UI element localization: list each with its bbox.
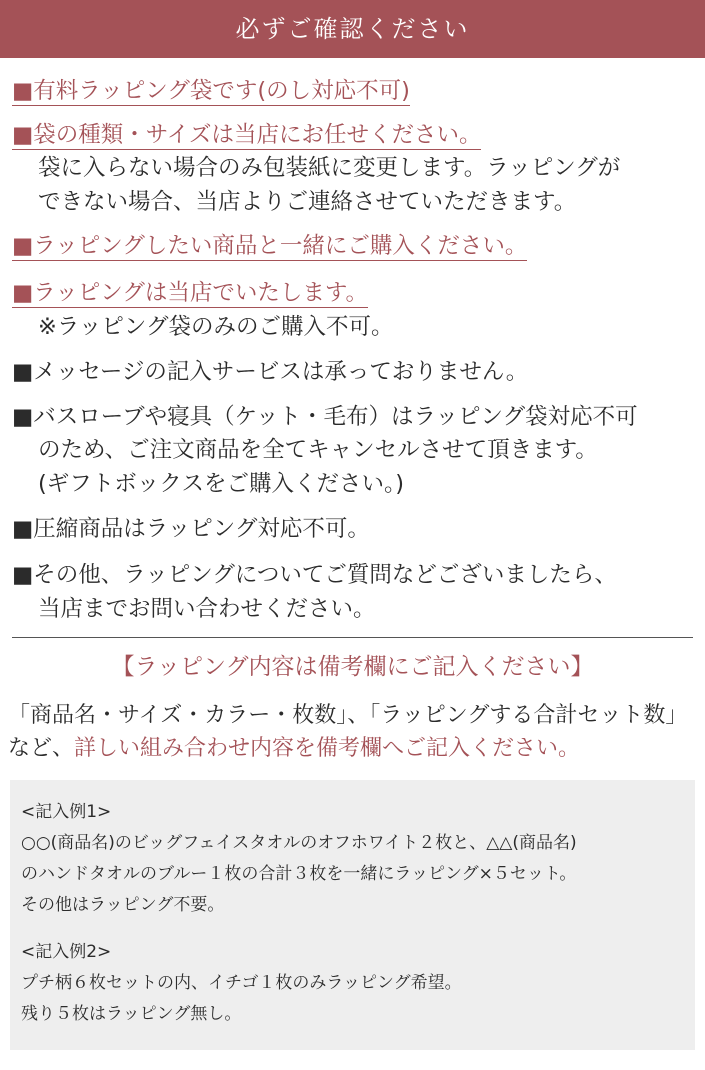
note-bathrobe-line3: (ギフトボックスをご購入ください。) xyxy=(38,471,405,497)
note-other-line2: 当店までお問い合わせください。 xyxy=(38,596,376,622)
example-box xyxy=(10,780,695,1050)
example2-line1: プチ柄６枚セットの内、イチゴ１枚のみラッピング希望。 xyxy=(21,973,462,993)
note-paid-wrapping xyxy=(12,76,410,106)
note-paid-wrapping-text: ■有料ラッピング袋です(のし対応不可) xyxy=(12,78,410,104)
header-banner xyxy=(0,0,705,58)
note-other-line1: ■その他、ラッピングについてご質問などございましたら、 xyxy=(12,562,617,588)
note-compressed: ■圧縮商品はラッピング対応不可。 xyxy=(12,516,370,542)
remarks-line2 xyxy=(8,734,580,764)
header-title: 必ずご確認ください xyxy=(235,15,470,43)
note-bag-type-text: ■袋の種類・サイズは当店にお任せください。 xyxy=(12,122,482,148)
remarks-title: 【ラッピング内容は備考欄にご記入ください】 xyxy=(111,654,594,680)
example2-line2: 残り５枚はラッピング無し。 xyxy=(21,1004,242,1024)
note-shop-wraps-sub: ※ラッピング袋のみのご購入不可。 xyxy=(38,314,394,340)
example2-label: <記入例2> xyxy=(21,942,112,962)
note-bag-type-sub2: できない場合、当店よりご連絡させていただきます。 xyxy=(38,189,577,215)
example1-line1: ○○(商品名)のビッグフェイスタオルのオフホワイト２枚と、△△(商品名) xyxy=(21,833,577,853)
remarks-line1: 「商品名・サイズ・カラー・枚数」、「ラッピングする合計セット数」 xyxy=(8,703,688,728)
example1-label: <記入例1> xyxy=(21,802,112,822)
note-shop-wraps xyxy=(12,278,368,308)
note-buy-together-text: ■ラッピングしたい商品と一緒にご購入ください。 xyxy=(12,233,528,259)
remarks-line2-emphasis: 詳しい組み合わせ内容を備考欄へご記入ください。 xyxy=(74,736,581,761)
note-buy-together xyxy=(12,231,527,261)
note-bathrobe-line2: のため、ご注文商品を全てキャンセルさせて頂きます。 xyxy=(38,437,598,463)
note-bag-type xyxy=(12,120,481,150)
note-shop-wraps-text: ■ラッピングは当店でいたします。 xyxy=(12,280,369,306)
note-bag-type-sub1: 袋に入らない場合のみ包装紙に変更します。ラッピングが xyxy=(38,155,621,181)
remarks-line2-plain: など、 xyxy=(8,736,75,761)
note-bathrobe-line1: ■バスローブや寝具（ケット・毛布）はラッピング袋対応不可 xyxy=(12,404,638,430)
example1-line3: その他はラッピング不要。 xyxy=(21,895,225,915)
note-no-message: ■メッセージの記入サービスは承っておりません。 xyxy=(12,359,529,385)
section-divider xyxy=(12,637,693,638)
example1-line2: のハンドタオルのブルー１枚の合計３枚を一緒にラッピング×５セット。 xyxy=(21,864,577,884)
